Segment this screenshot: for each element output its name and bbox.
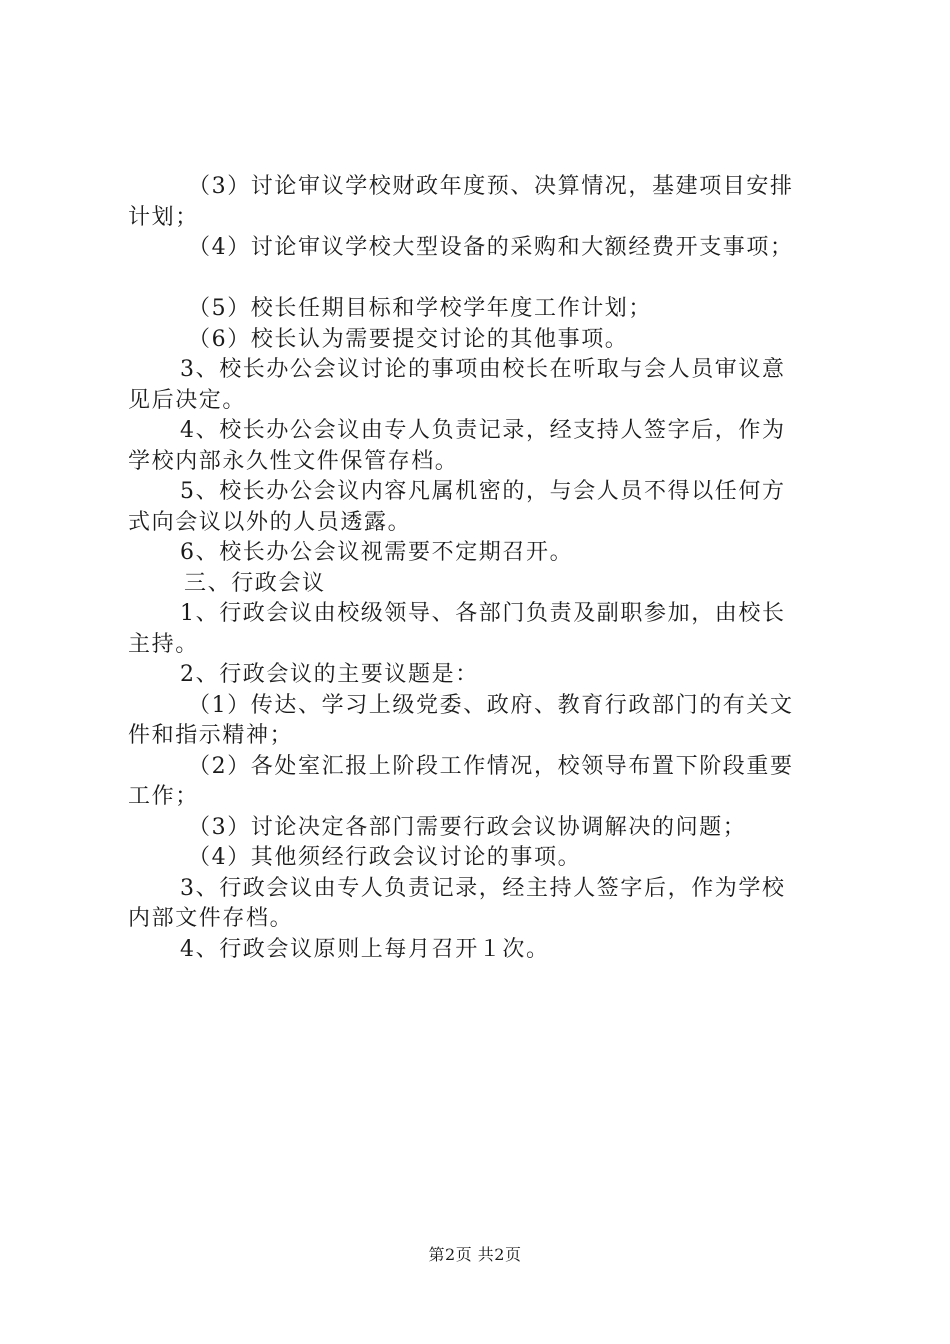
text-line: （5）校长任期目标和学校学年度工作计划； [188,296,652,321]
text-line: 2、行政会议的主要议题是： [180,662,479,687]
text-line: （3）讨论决定各部门需要行政会议协调解决的问题； [188,814,747,840]
text-line: 式向会议以外的人员透露。 [128,509,412,535]
text-line: 3、校长办公会议讨论的事项由校长在听取与会人员审议意 [180,357,786,382]
text-line: （3）讨论审议学校财政年度预、决算情况，基建项目安排 [188,174,794,199]
page-number-footer: 第2页 共2页 [428,1245,522,1264]
section-heading: 三、行政会议 [184,570,326,596]
text-line: 6、校长办公会议视需要不定期召开。 [180,540,574,565]
text-line: 4、校长办公会议由专人负责记录，经支持人签字后，作为 [180,418,786,443]
text-line: 内部文件存档。 [128,906,294,931]
text-line: 1、行政会议由校级领导、各部门负责及副职参加，由校长 [180,601,786,626]
text-line: 5、校长办公会议内容凡属机密的，与会人员不得以任何方 [180,479,786,504]
text-line: 主持。 [128,631,199,657]
text-line: 4、行政会议原则上每月召开１次。 [180,936,550,962]
text-line: （1）传达、学习上级党委、政府、教育行政部门的有关文 [188,692,794,718]
text-line: 3、行政会议由专人负责记录，经主持人签字后，作为学校 [180,875,786,901]
text-line: 学校内部永久性文件保管存档。 [128,448,459,474]
text-line: （6）校长认为需要提交讨论的其他事项。 [188,326,629,352]
text-line: 工作； [128,784,199,809]
text-line: 计划； [128,204,199,230]
document-body [128,172,832,965]
text-line: （2）各处室汇报上阶段工作情况，校领导布置下阶段重要 [188,753,794,779]
text-line: 件和指示精神； [128,723,294,748]
text-line: （4）讨论审议学校大型设备的采购和大额经费开支事项； [188,235,794,260]
text-line: 见后决定。 [128,387,247,413]
blank-line [128,264,832,295]
text-line: （4）其他须经行政会议讨论的事项。 [188,845,582,870]
